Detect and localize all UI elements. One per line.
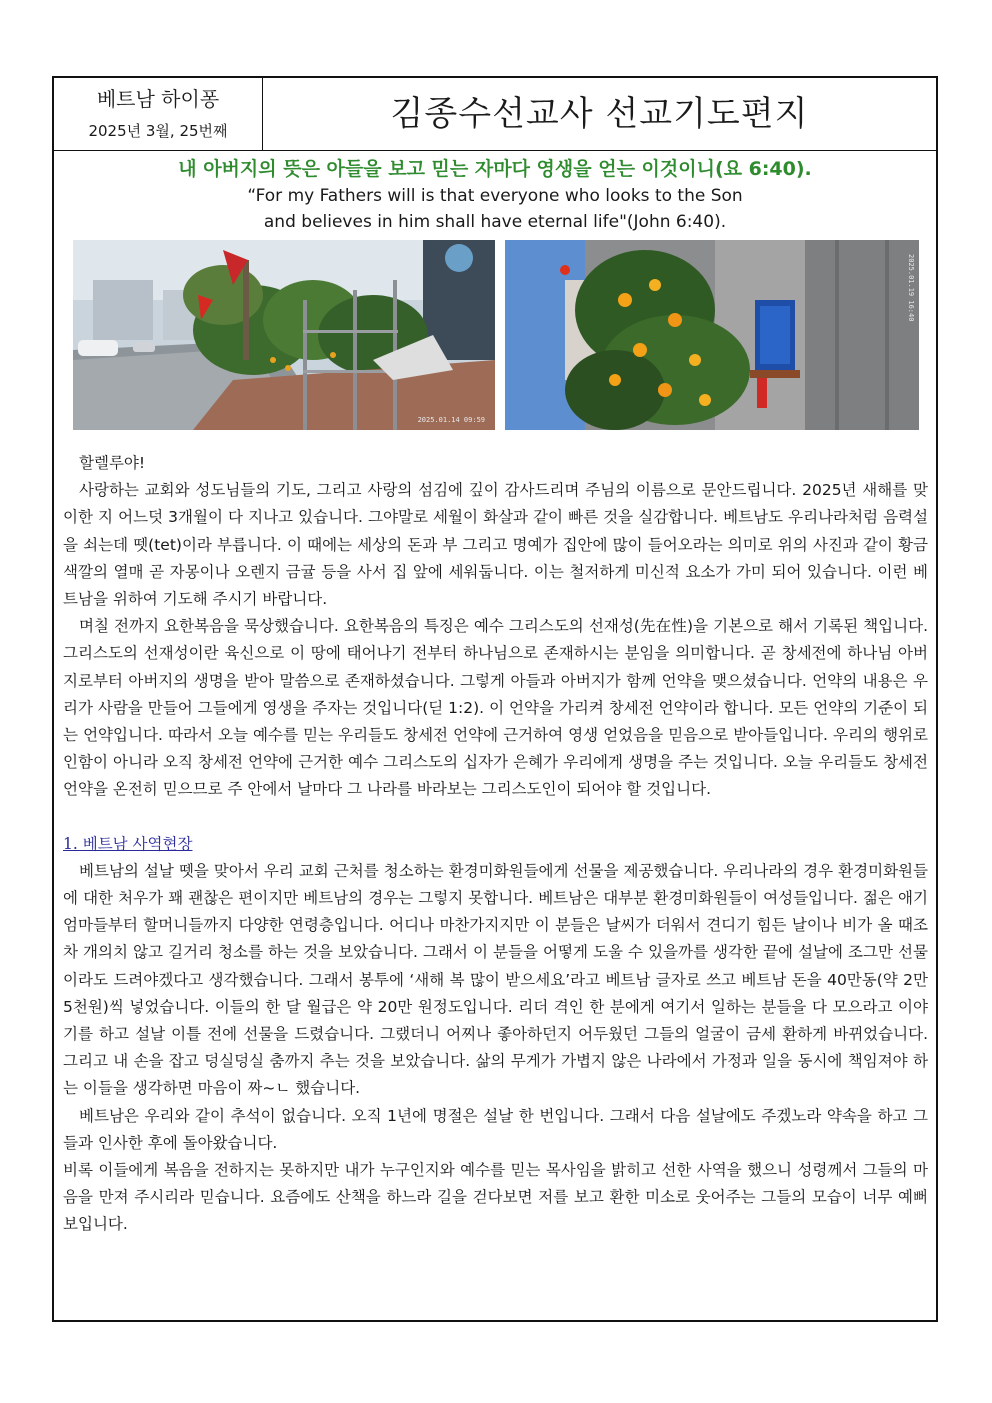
kumquat-photo-image xyxy=(505,240,919,430)
verse-korean: 내 아버지의 뜻은 아들을 보고 믿는 자마다 영생을 얻는 이것이니(요 6:40). xyxy=(178,158,812,180)
paragraph-sanitation-workers: 베트남의 설날 뗏을 맞아서 우리 교회 근처를 청소하는 환경미화원들에게 선물을 제공했습니다. 우리나라의 경우 환경미화원들에 대한 처우가 꽤 괜찮은 편이지만 베트남의 경우는 그렇지 못합니다. 베트남은 대부분 환경미화원들이 여성들입니다. 젊은 애기 엄마들부터 할머니들까지 다양한 연령층입니다. 어디나 마찬가지지만 이 분들은 날씨가 더워서 견디기 힘든 날이나 비가 올 때조차 개의치 않고 길거리 청소를 하는 것을 보았습니다. 그래서 이 분들을 어떻게 도울 수 있을까를 생각한 끝에 설날에 조그만 선물이라도 드려야겠다고 생각했습니다. 그래서 봉투에 ‘새해 복 많이 받으세요’라고 베트남 글자로 쓰고 베트남 돈을 40만동(약 2만5천원)씩 넣었습니다. 이들의 한 달 월급은 약 20만 원정도입니다. 리더 격인 한 분에게 여기서 일하는 분들을 다 모으라고 이야기를 하고 설날 이틀 전에 선물을 드렸습니다. 그랬더니 어찌나 좋아하던지 어두웠던 그들의 얼굴이 금세 환하게 바뀌었습니다. 그리고 내 손을 잡고 덩실덩실 춤까지 추는 것을 보았습니다. 삶의 무게가 가볍지 않은 나라에서 가정과 일을 동시에 책임져야 하는 이들을 생각하면 마음이 짜~ㄴ 했습니다. xyxy=(63,861,928,1098)
header-info-box xyxy=(54,78,263,150)
kumquat-photo xyxy=(505,240,919,430)
paragraph-john-gospel: 며칠 전까지 요한복음을 묵상했습니다. 요한복음의 특징은 예수 그리스도의 선재성(先在性)을 기본으로 해서 기록된 책입니다. 그리스도의 선재성이란 육신으로 이 땅에 태어나기 전부터 하나님으로 존재하시는 분임을 의미합니다. 곧 창세전에 하나님 아버지로부터 아버지의 생명을 받아 말씀으로 존재하셨습니다. 그렇게 아들과 아버지가 함께 언약을 맺으셨습니다. 언약의 내용은 우리가 사람을 만들어 그들에게 영생을 주자는 것입니다(딛 1:2). 이 언약을 가리켜 창세전 언약이라 합니다. 모든 언약의 기준이 되는 언약입니다. 따라서 오늘 예수를 믿는 우리들도 창세전 언약에 근거하여 영생 얻었음을 믿음으로 받아들입니다. 우리의 행위로 인함이 아니라 오직 창세전 언약에 근거한 예수 그리스도의 십자가 은혜가 우리에게 생명을 주는 것입니다. 오늘 우리들도 창세전 언약을 온전히 믿으므로 주 안에서 날마다 그 나라를 바라보는 그리스도인이 되어야 할 것입니다. xyxy=(63,617,928,799)
paragraph-promise: 베트남은 우리와 같이 추석이 없습니다. 오직 1년에 명절은 설날 한 번입니다. 그래서 다음 설날에도 주겠노라 약속을 하고 그들과 인사한 후에 돌아왔습니다. xyxy=(63,1106,928,1152)
letter-title: 김종수선교사 선교기도편지 xyxy=(390,94,809,134)
blank-line xyxy=(63,804,928,831)
paragraph-intro: 사랑하는 교회와 성도님들의 기도, 그리고 사랑의 섬김에 깊이 감사드리며 주님의 이름으로 문안드립니다. 2025년 새해를 맞이한 지 어느덧 3개월이 다 지나고 있습니다. 그야말로 세월이 화살과 같이 빠른 것을 실감합니다. 베트남도 우리나라처럼 음력설을 쇠는데 뗏(tet)이라 부릅니다. 이 때에는 세상의 돈과 부 그리고 명예가 집안에 많이 들어오라는 의미로 위의 사진과 같이 황금 색깔의 열매 곧 자몽이나 오렌지 금귤 등을 사서 집 앞에 세워둡니다. 이는 철저하게 미신적 요소가 가미 되어 있습니다. 이런 베트남을 위하여 기도해 주시기 바랍니다. xyxy=(63,481,928,609)
header-place: 베트남 하이퐁 xyxy=(96,87,220,111)
photo-row xyxy=(54,240,936,436)
header-date: 2025년 3월, 25번째 xyxy=(88,122,228,140)
letter-frame xyxy=(52,76,938,1322)
street-photo xyxy=(73,240,495,430)
greeting-line: 할렐루야! xyxy=(79,454,146,472)
letter-header xyxy=(54,78,936,151)
verse-english-line1: “For my Fathers will is that everyone who looks to the Son xyxy=(247,186,743,206)
right-photo-stamp: 2025.01.19 16:40 xyxy=(907,254,915,322)
left-photo-stamp: 2025.01.14 09:59 xyxy=(417,416,485,424)
street-photo-image xyxy=(73,240,495,430)
letter-body xyxy=(63,450,928,1239)
paragraph-closing: 비록 이들에게 복음을 전하지는 못하지만 내가 누구인지와 예수를 믿는 목사임을 밝히고 선한 사역을 했으니 성령께서 그들의 마음을 만져 주시리라 믿습니다. 요즘에도 산책을 하느라 길을 걷다보면 저를 보고 환한 미소로 웃어주는 그들의 모습이 너무 예뻐보입니다. xyxy=(63,1161,929,1234)
verse-english-line2: and believes in him shall have eternal life"(John 6:40). xyxy=(263,212,727,232)
section-heading-vietnam-ministry: 1. 베트남 사역현장 xyxy=(63,834,193,853)
